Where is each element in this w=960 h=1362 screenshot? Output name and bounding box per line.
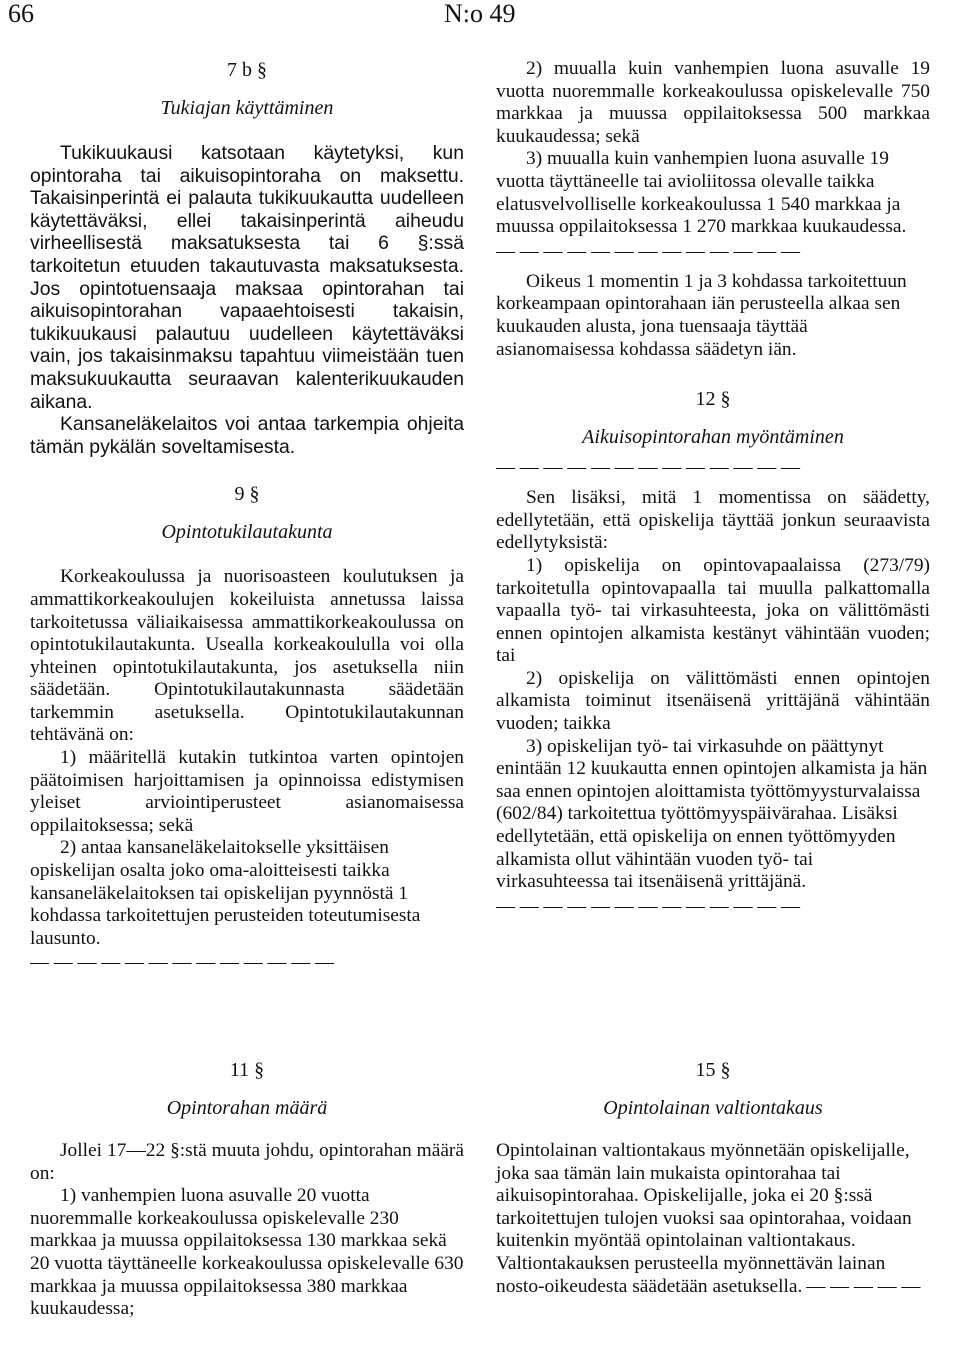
left-column-bottom <box>30 1058 464 1321</box>
section-7b-paragraph-1: Tukikuukausi katsotaan käytetyksi, kun opintoraha tai aikuisopintoraha on maksettu. Takaisinperintä ei palauta tukikuukautta uudelleen käytettäväksi, ellei takaisinperintä aiheudu virheellisestä maksatuksesta tai 6 §:ssä tarkoitetun etuuden takautuvasta maksatuksesta. Jos opintotuensaaja maksaa opintorahan tai aikuisopintorahan vapaaehtoisesti takaisin, tukikuukausi palautuu uudelleen käytettäväksi vain, jos takaisinmaksu tapahtuu viimeistään tuen maksukuukautta seuraavan kalenterikuukauden aikana. <box>30 142 464 413</box>
section-7b-paragraph-2: Kansaneläkelaitos voi antaa tarkempia ohjeita tämän pykälän soveltamisesta. <box>30 413 464 458</box>
section-11-item-3: 3) muualla kuin vanhempien luona asuvalle 19 vuotta täyttäneelle tai avioliitossa olevalle taikka elatusvelvolliselle korkeakoulussa 1 540 markkaa ja muussa oppilaitoksessa 1 270 markkaa kuukaudessa. <box>496 148 907 238</box>
page-header <box>0 0 960 30</box>
section-12-number: 12 § <box>695 388 731 411</box>
section-11-title: Opintorahan määrä <box>166 1097 328 1119</box>
issue-number: N:o 49 <box>444 0 516 28</box>
section-9-number: 9 § <box>234 483 260 506</box>
section-15-number: 15 § <box>695 1059 731 1081</box>
section-12-title: Aikuisopintorahan myöntäminen <box>582 426 844 449</box>
section-15-title: Opintolainan valtiontakaus <box>603 1097 823 1119</box>
right-column-bottom <box>496 1058 930 1298</box>
section-12-paragraph-1: Sen lisäksi, mitä 1 momentissa on säädetty, edellytetään, että opiskelija täyttää jonkun seuraavista edellytyksistä: <box>496 487 930 554</box>
section-9-paragraph-2: 1) määritellä kutakin tutkintoa varten opintojen päätoimisen harjoittamisen ja opinnoissa edistymisen yleiset arviointiperusteet asianomaisessa oppilaitoksessa; sekä <box>30 747 464 836</box>
right-column-top <box>496 58 930 926</box>
section-7b-number: 7 b § <box>227 59 267 81</box>
omission-mark: — — — — — — — — — — — — — <box>30 952 334 974</box>
section-15-paragraph-1: Opintolainan valtiontakaus myönnetään opiskelijalle, joka saa tämän lain mukaista opintorahaa tai aikuisopintorahaa. Opiskelijalle, joka ei 20 §:ssä tarkoitettujen tulojen vuoksi saa opintorahaa, voidaan kuitenkin myöntää opintolainan valtiontakaus. Valtiontakauksen perusteella myönnettävän lainan nosto-oikeudesta säädetään asetuksella. <box>496 1140 912 1297</box>
section-12-item-3: 3) opiskelijan työ- tai virkasuhde on päättynyt enintään 12 kuukautta ennen opintojen alkamista ja hän saa ennen opintojen aloittamista työttömyysturvalaissa (602/84) tarkoitettua työttömyyspäivärahaa. Lisäksi edellytetään, että opiskelija on ennen työttömyyden alkamista ollut vähintään vuoden työ- tai virkasuhteessa tai itsenäisenä yrittäjänä. <box>496 735 928 893</box>
left-column-top <box>30 58 464 982</box>
section-11-item-2: 2) muualla kuin vanhempien luona asuvalle 19 vuotta nuoremmalle korkeakoulussa opiskelevalle 750 markkaa ja muussa oppilaitoksessa 500 markkaa kuukaudessa; sekä <box>496 58 930 147</box>
section-11-paragraph-age: Oikeus 1 momentin 1 ja 3 kohdassa tarkoitettuun korkeampaan opintorahaan iän perusteella alkaa sen kuukauden alusta, jona tuensaaja täyttää asianomaisessa kohdassa säädetyn iän. <box>496 270 907 360</box>
section-12-item-1: 1) opiskelija on opintovapaalaissa (273/79) tarkoitetulla opintovapaalla tai muulla palkattomalla vapaalla työ- tai virkasuhteesta, joka on välittömästi ennen opintojen alkamista kestänyt vähintään vuoden; tai <box>496 554 930 667</box>
section-11-paragraph-1: Jollei 17—22 §:stä muuta johdu, opintorahan määrä on: <box>30 1140 464 1184</box>
omission-mark: — — — — — — — — — — — — — <box>496 457 800 479</box>
section-11-item-1: 1) vanhempien luona asuvalle 20 vuotta nuoremmalle korkeakoulussa opiskelevalle 230 markkaa ja muussa oppilaitoksessa 130 markkaa sekä 20 vuotta täyttäneelle korkeakoulussa opiskelevalle 630 markkaa ja muussa oppilaitoksessa 380 markkaa kuukaudessa; <box>30 1185 464 1320</box>
omission-mark: — — — — — — — — — — — — — <box>496 895 800 917</box>
section-11-number: 11 § <box>229 1059 265 1081</box>
section-7b-title: Tukiajan käyttäminen <box>160 97 334 119</box>
page-number: 66 <box>8 0 34 28</box>
section-12-item-2: 2) opiskelija on välittömästi ennen opintojen alkamista toiminut itsenäisenä yrittäjänä vähintään vuoden; taikka <box>496 667 930 735</box>
section-9-title: Opintotukilautakunta <box>161 521 333 544</box>
section-9-paragraph-1: Korkeakoulussa ja nuorisoasteen koulutuksen ja ammattikorkeakoulujen kokeiluista annetussa laissa tarkoitetussa väliaikaisessa ammattikorkeakoulussa on opintotukilautakunta. Usealla korkeakoululla voi olla yhteinen opintotukilautakunta, jos asetuksella niin säädetään. Opintotukilautakunnasta säädetään tarkemmin asetuksella. Opintotukilautakunnan tehtävänä on: <box>30 566 464 746</box>
omission-mark: — — — — — <box>806 1275 921 1297</box>
section-9-paragraph-3: 2) antaa kansaneläkelaitokselle yksittäisen opiskelijan osalta joko oma-aloitteisesti taikka kansaneläkelaitoksen tai opiskelijan pyynnöstä 1 kohdassa tarkoitettujen perusteiden toteutumisesta lausunto. <box>30 837 421 949</box>
omission-mark: — — — — — — — — — — — — — <box>496 240 800 262</box>
